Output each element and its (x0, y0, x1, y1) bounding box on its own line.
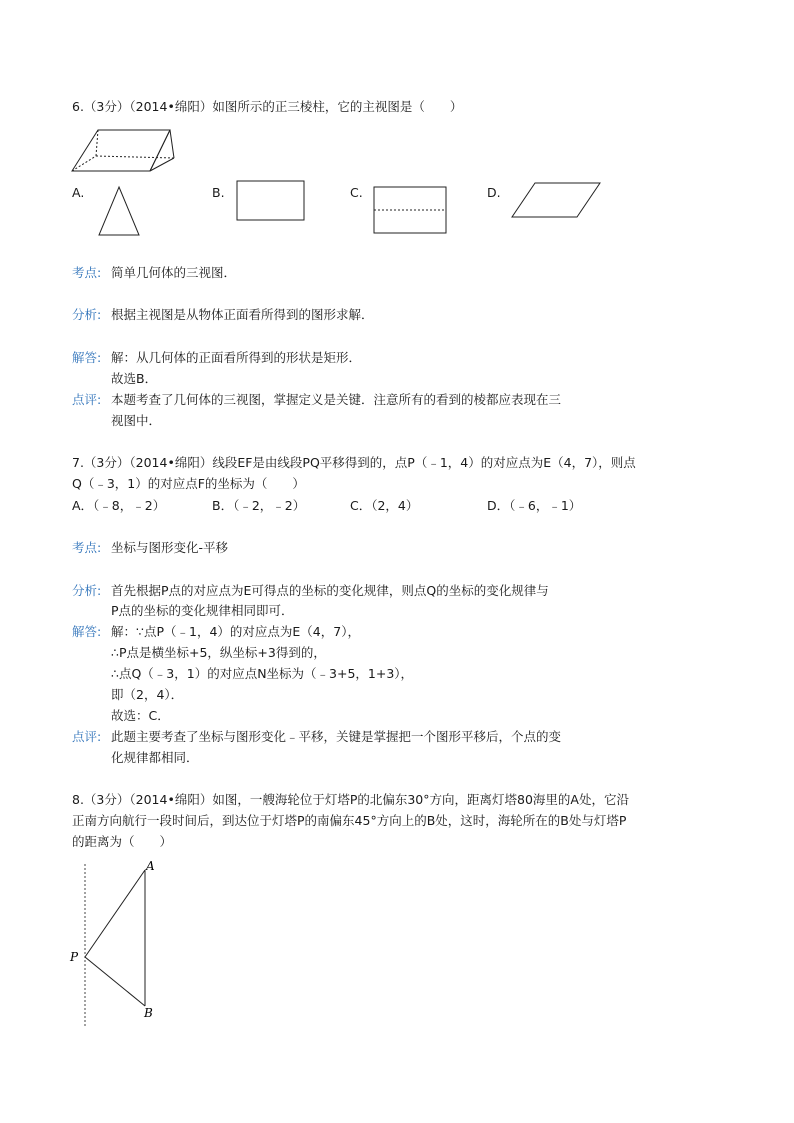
q6-jieda-label: 解答: (72, 350, 102, 365)
q6-fenxi-label: 分析: (72, 307, 102, 322)
q7-fenxi-label: 分析: (72, 583, 102, 598)
q6-option-b-rectangle (236, 180, 306, 222)
q7-jieda-line-4: 即（2，4）． (111, 687, 184, 702)
q6-prism-figure (70, 126, 180, 176)
q6-stem: 6.（3分）（2014•绵阳）如图所示的正三棱柱，它的主视图是（ ） (72, 99, 463, 114)
q7-stem-line-2: Q（﹣3，1）的对应点F的坐标为（ ） (72, 476, 305, 491)
q8-lighthouse-figure (64, 860, 174, 1030)
q7-fenxi-line-2: P点的坐标的变化规律相同即可． (111, 603, 294, 618)
q6-option-c[interactable]: C. (350, 185, 363, 200)
q6-option-d[interactable]: D. (487, 185, 501, 200)
q6-dianping-line-2: 视图中． (111, 413, 162, 428)
q7-dianping-line-2: 化规律都相同． (111, 750, 199, 765)
q6-fenxi: 根据主视图是从物体正面看所得到的图形求解． (111, 307, 374, 322)
q8-label-a: A (146, 859, 155, 873)
q6-jieda-line-1: 解：从几何体的正面看所得到的形状是矩形． (111, 350, 362, 365)
q6-jieda-line-2: 故选B． (111, 371, 158, 386)
q7-dianping-label: 点评: (72, 729, 102, 744)
q8-label-b: B (144, 1006, 153, 1020)
q6-option-a-triangle (97, 186, 141, 238)
q6-kaodian: 简单几何体的三视图． (111, 265, 237, 280)
q6-kaodian-label: 考点: (72, 265, 102, 280)
q7-option-c[interactable]: C．（2，4） (350, 498, 419, 513)
q6-dianping-label: 点评: (72, 392, 102, 407)
q7-option-d[interactable]: D．（﹣6，﹣1） (487, 498, 582, 513)
q7-jieda-line-1: 解：∵点P（﹣1，4）的对应点为E（4，7）， (111, 624, 360, 639)
q6-dianping-line-1: 本题考查了几何体的三视图，掌握定义是关键．注意所有的看到的棱都应表现在三 (111, 392, 562, 407)
q7-option-a[interactable]: A．（﹣8，﹣2） (72, 498, 166, 513)
q7-option-b[interactable]: B．（﹣2，﹣2） (212, 498, 306, 513)
q8-stem-line-2: 正南方向航行一段时间后，到达位于灯塔P的南偏东45°方向上的B处，这时，海轮所在的B处与灯塔P (72, 813, 627, 828)
q7-kaodian-label: 考点: (72, 540, 102, 555)
q6-option-c-rectangle-dashed (373, 186, 449, 236)
q7-stem-line-1: 7.（3分）（2014•绵阳）线段EF是由线段PQ平移得到的，点P（﹣1，4）的对应点为E（4，7），则点 (72, 455, 636, 470)
q8-stem-line-1: 8.（3分）（2014•绵阳）如图，一艘海轮位于灯塔P的北偏东30°方向，距离灯塔80海里的A处，它沿 (72, 792, 629, 807)
q7-jieda-line-3: ∴点Q（﹣3，1）的对应点N坐标为（﹣3+5，1+3）， (111, 666, 414, 681)
q8-label-p: P (70, 950, 79, 964)
q6-option-b[interactable]: B. (212, 185, 225, 200)
q7-fenxi-line-1: 首先根据P点的对应点为E可得点的坐标的变化规律，则点Q的坐标的变化规律与 (111, 583, 549, 598)
q6-option-a[interactable]: A. (72, 185, 85, 200)
q7-jieda-line-5: 故选：C． (111, 708, 170, 723)
q7-jieda-line-2: ∴P点是横坐标+5，纵坐标+3得到的， (111, 645, 326, 660)
q6-option-d-parallelogram (511, 182, 603, 220)
q7-dianping-line-1: 此题主要考查了坐标与图形变化﹣平移，关键是掌握把一个图形平移后，个点的变 (111, 729, 562, 744)
q8-stem-line-3: 的距离为（ ） (72, 834, 173, 849)
q7-jieda-label: 解答: (72, 624, 102, 639)
q7-kaodian: 坐标与图形变化-平移 (111, 540, 229, 555)
